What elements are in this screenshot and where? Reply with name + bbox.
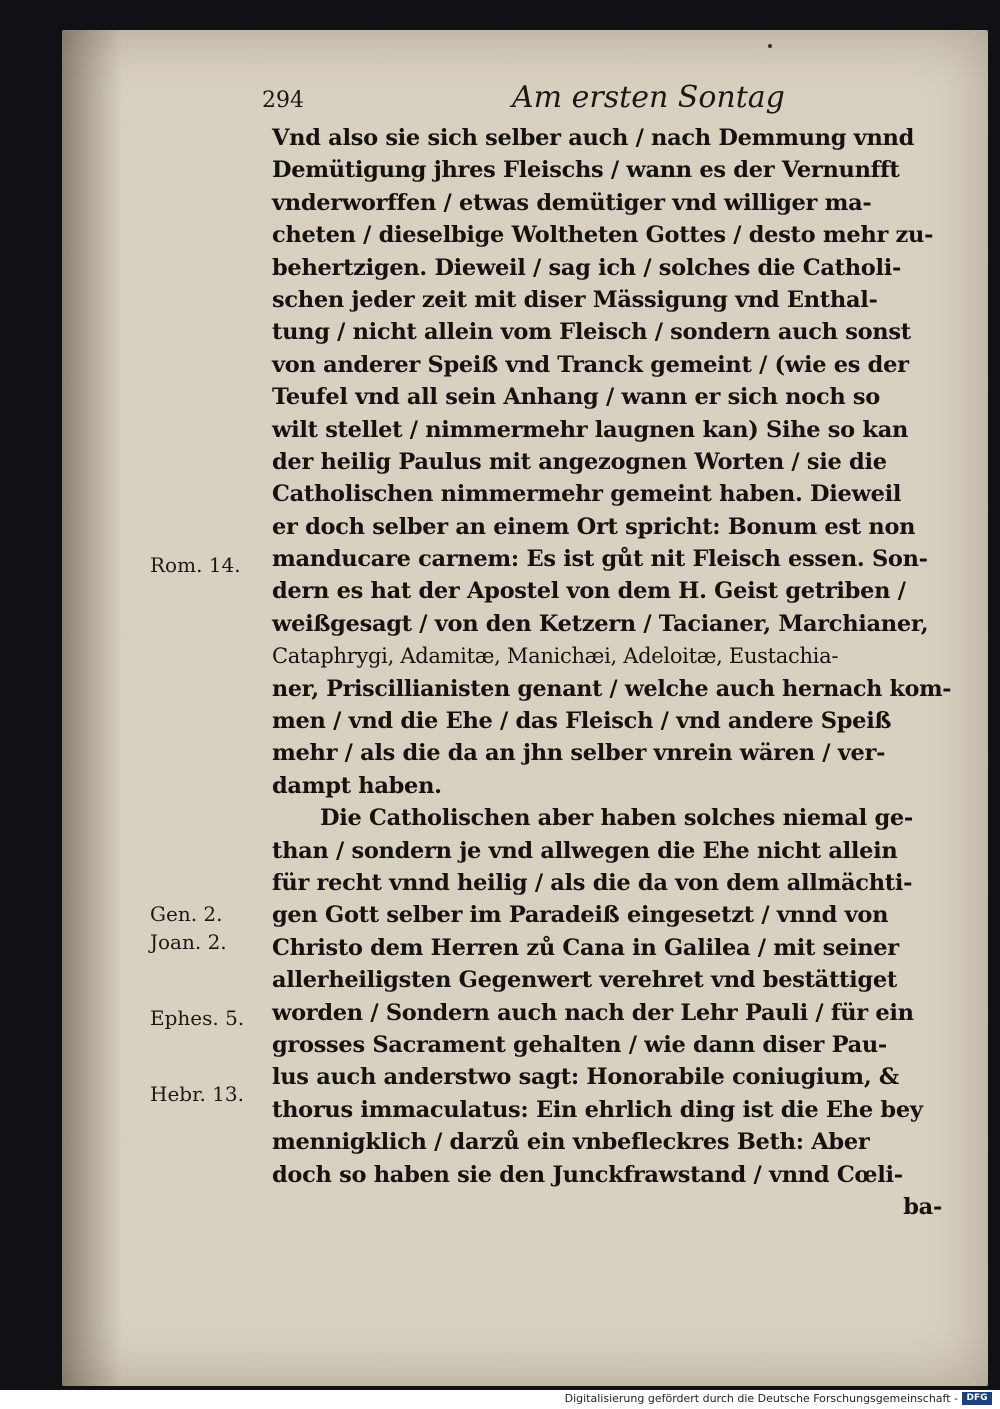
text-line: er doch selber an einem Ort spricht: Bonum est non (272, 513, 916, 540)
text-line: manducare carnem: Es ist gůt nit Fleisch essen. Son- (272, 546, 928, 573)
text-line: der heilig Paulus mit angezognen Worten / sie die (272, 448, 887, 475)
margin-note-hebr: Hebr. 13. (150, 1082, 244, 1106)
text-line: Cataphrygi, Adamitæ, Manichæi, Adeloitæ, Eustachia- (272, 644, 839, 669)
text-line: von anderer Speiß vnd Tranck gemeint / (wie es der (272, 351, 909, 378)
text-line: dampt haben. (272, 772, 442, 799)
text-line: Vnd also sie sich selber auch / nach Demmung vnnd (272, 125, 915, 151)
text-line: gen Gott selber im Paradeiß eingesetzt / vnnd von (272, 902, 889, 929)
text-line: für recht vnnd heilig / als die da von dem allmächti- (272, 869, 913, 896)
text-line: wilt stellet / nimmermehr laugnen kan) Sihe so kan (272, 416, 909, 443)
text-line: men / vnd die Ehe / das Fleisch / vnd andere Speiß (272, 708, 892, 735)
text-line: doch so haben sie den Junckfrawstand / vnnd Cœli- (272, 1161, 903, 1188)
text-line: grosses Sacrament gehalten / wie dann diser Pau- (272, 1031, 887, 1058)
body-text (272, 122, 952, 1223)
text-line: Demütigung jhres Fleischs / wann es der Vernunfft (272, 157, 900, 184)
text-line: mennigklich / darzů ein vnbefleckres Beth: Aber (272, 1129, 870, 1156)
gutter-shadow (62, 30, 122, 1386)
text-line: ner, Priscillianisten genant / welche auch hernach kom- (272, 675, 952, 702)
text-line: allerheiligsten Gegenwert verehret vnd bestättiget (272, 967, 897, 994)
margin-note-ephes: Ephes. 5. (150, 1006, 245, 1030)
text-line: Catholischen nimmermehr gemeint haben. Dieweil (272, 481, 902, 508)
text-line: mehr / als die da an jhn selber vnrein wären / ver- (272, 740, 886, 767)
ink-speck (768, 44, 772, 48)
text-line: Teufel vnd all sein Anhang / wann er sich noch so (272, 384, 881, 411)
margin-note-rom: Rom. 14. (150, 553, 241, 577)
text-line: dern es hat der Apostel von dem H. Geist getriben / (272, 578, 906, 605)
text-line: schen jeder zeit mit diser Mässigung vnd Enthal- (272, 286, 878, 313)
funding-credit: Digitalisierung gefördert durch die Deutsche Forschungsgemeinschaft - (564, 1392, 958, 1405)
text-line: cheten / dieselbige Woltheten Gottes / desto mehr zu- (272, 222, 934, 249)
text-line: worden / Sondern auch nach der Lehr Pauli / für ein (272, 999, 914, 1026)
dfg-logo: DFG (962, 1392, 992, 1405)
text-line: lus auch anderstwo sagt: Honorabile coniugium, & (272, 1064, 899, 1091)
text-line: thorus immaculatus: Ein ehrlich ding ist die Ehe bey (272, 1096, 923, 1123)
page-header (0, 80, 1000, 120)
text-line: Die Catholischen aber haben solches niemal ge- (320, 805, 913, 832)
text-line: Christo dem Herren zů Cana in Galilea / mit seiner (272, 934, 899, 961)
catchword: ba- (903, 1193, 942, 1220)
margin-note-gen: Gen. 2. (150, 902, 223, 926)
page-number: 294 (262, 88, 304, 113)
footer-bar (0, 1390, 1000, 1409)
text-line: than / sondern je vnd allwegen die Ehe nicht allein (272, 837, 898, 864)
text-line: tung / nicht allein vom Fleisch / sondern auch sonst (272, 319, 911, 346)
text-line: weißgesagt / von den Ketzern / Tacianer, Marchianer, (272, 610, 929, 637)
text-line: vnderworffen / etwas demütiger vnd williger ma- (272, 189, 872, 216)
margin-note-joan: Joan. 2. (150, 930, 227, 954)
running-title: Am ersten Sontag (512, 80, 785, 115)
text-line: behertzigen. Dieweil / sag ich / solches die Catholi- (272, 254, 902, 281)
